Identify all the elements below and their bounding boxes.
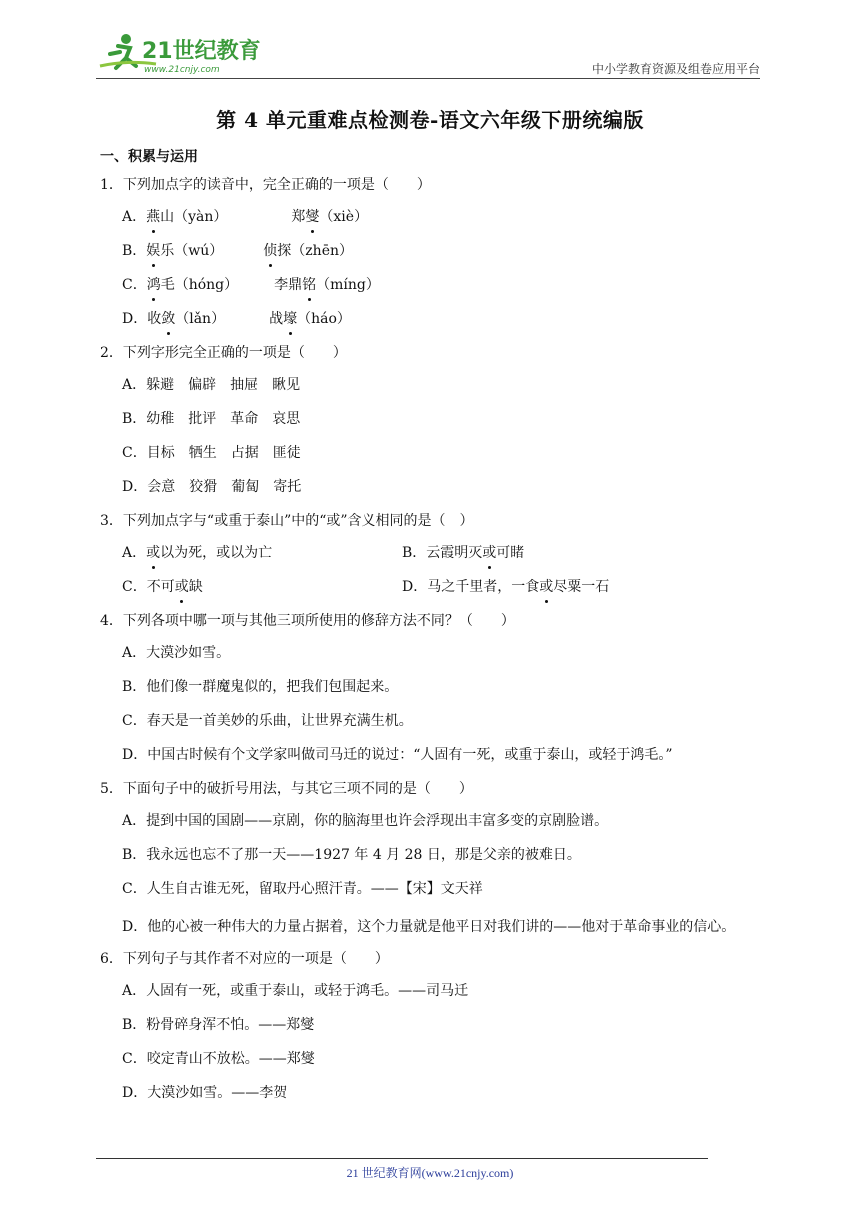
question-4-option-c: C．春天是一首美妙的乐曲，让世界充满生机。	[122, 713, 413, 729]
question-4-option-a: A．大漠沙如雪。	[122, 645, 231, 661]
question-5-option-a: A．提到中国的国剧——京剧，你的脑海里也许会浮现出丰富多变的京剧脸谱。	[122, 813, 609, 829]
question-1-option-b: B．娱乐（wú） 侦探（zhēn）	[122, 240, 760, 262]
question-1-option-d: D．收敛（lǎn） 战壕（háo）	[122, 308, 760, 330]
question-3-option-a: A．或以为死，或以为亡	[122, 542, 402, 564]
question-4-option-b: B．他们像一群魔鬼似的，把我们包围起来。	[122, 679, 399, 695]
question-2-option-c: C．目标 牺生 占据 匪徒	[122, 445, 301, 461]
question-2-option-b: B．幼稚 批评 革命 哀思	[122, 411, 301, 427]
footer-divider	[96, 1158, 708, 1159]
page-footer: 21 世纪教育网(www.21cnjy.com)	[346, 1166, 514, 1180]
question-4-stem: 4．下列各项中哪一项与其他三项所使用的修辞方法不同？（ ）	[100, 613, 515, 629]
exam-content	[100, 140, 760, 1116]
question-2-stem: 2．下列字形完全正确的一项是（ ）	[100, 345, 347, 361]
question-6-stem: 6．下列句子与其作者不对应的一项是（ ）	[100, 951, 389, 967]
question-3-options-row-2	[122, 576, 760, 598]
header-divider	[96, 78, 760, 79]
question-5-option-d: D．他的心被一种伟大的力量占据着，这个力量就是他平日对我们讲的——他对于革命事业的信心。	[122, 919, 736, 935]
question-6-option-b: B．粉骨碎身浑不怕。——郑燮	[122, 1017, 315, 1033]
question-1-stem: 1．下列加点字的读音中，完全正确的一项是（ ）	[100, 177, 431, 193]
question-5-stem: 5．下面句子中的破折号用法，与其它三项不同的是（ ）	[100, 781, 473, 797]
site-tagline: 中小学教育资源及组卷应用平台	[591, 62, 760, 76]
question-4-option-d: D．中国古时候有个文学家叫做司马迁的说过：“人固有一死，或重于泰山，或轻于鸿毛。”	[122, 747, 673, 763]
logo-url: www.21cnjy.com	[144, 65, 220, 75]
question-3-option-b: B．云霞明灭或可睹	[402, 542, 682, 564]
question-3-options-row-1	[122, 542, 760, 564]
section-heading: 一、积累与运用	[100, 149, 198, 165]
question-2-option-a: A．躲避 偏辟 抽屉 瞅见	[122, 377, 301, 393]
question-2-option-d: D．会意 狡猾 葡匐 寄托	[122, 479, 302, 495]
page-header	[96, 30, 760, 80]
question-5-option-b: B．我永远也忘不了那一天——1927 年 4 月 28 日，那是父亲的被难日。	[122, 847, 581, 863]
question-3-stem: 3．下列加点字与“或重于泰山”中的“或”含义相同的是（ ）	[100, 513, 474, 529]
question-5-option-c: C．人生自古谁无死，留取丹心照汗青。——【宋】文天祥	[122, 881, 483, 897]
question-1-option-c: C．鸿毛（hóng） 李鼎铭（míng）	[122, 274, 760, 296]
question-6-option-d: D．大漠沙如雪。——李贺	[122, 1085, 288, 1101]
question-6-option-c: C．咬定青山不放松。——郑燮	[122, 1051, 315, 1067]
question-6-option-a: A．人固有一死，或重于泰山，或轻于鸿毛。——司马迁	[122, 983, 469, 999]
question-3-option-d: D．马之千里者，一食或尽粟一石	[402, 576, 682, 598]
logo-text: 21世纪教育	[142, 39, 261, 64]
logo	[96, 30, 266, 78]
page-title: 第 4 单元重难点检测卷-语文六年级下册统编版	[216, 108, 644, 132]
question-3-option-c: C．不可或缺	[122, 576, 402, 598]
question-1-option-a: A．燕山（yàn） 郑燮（xiè）	[122, 206, 760, 228]
